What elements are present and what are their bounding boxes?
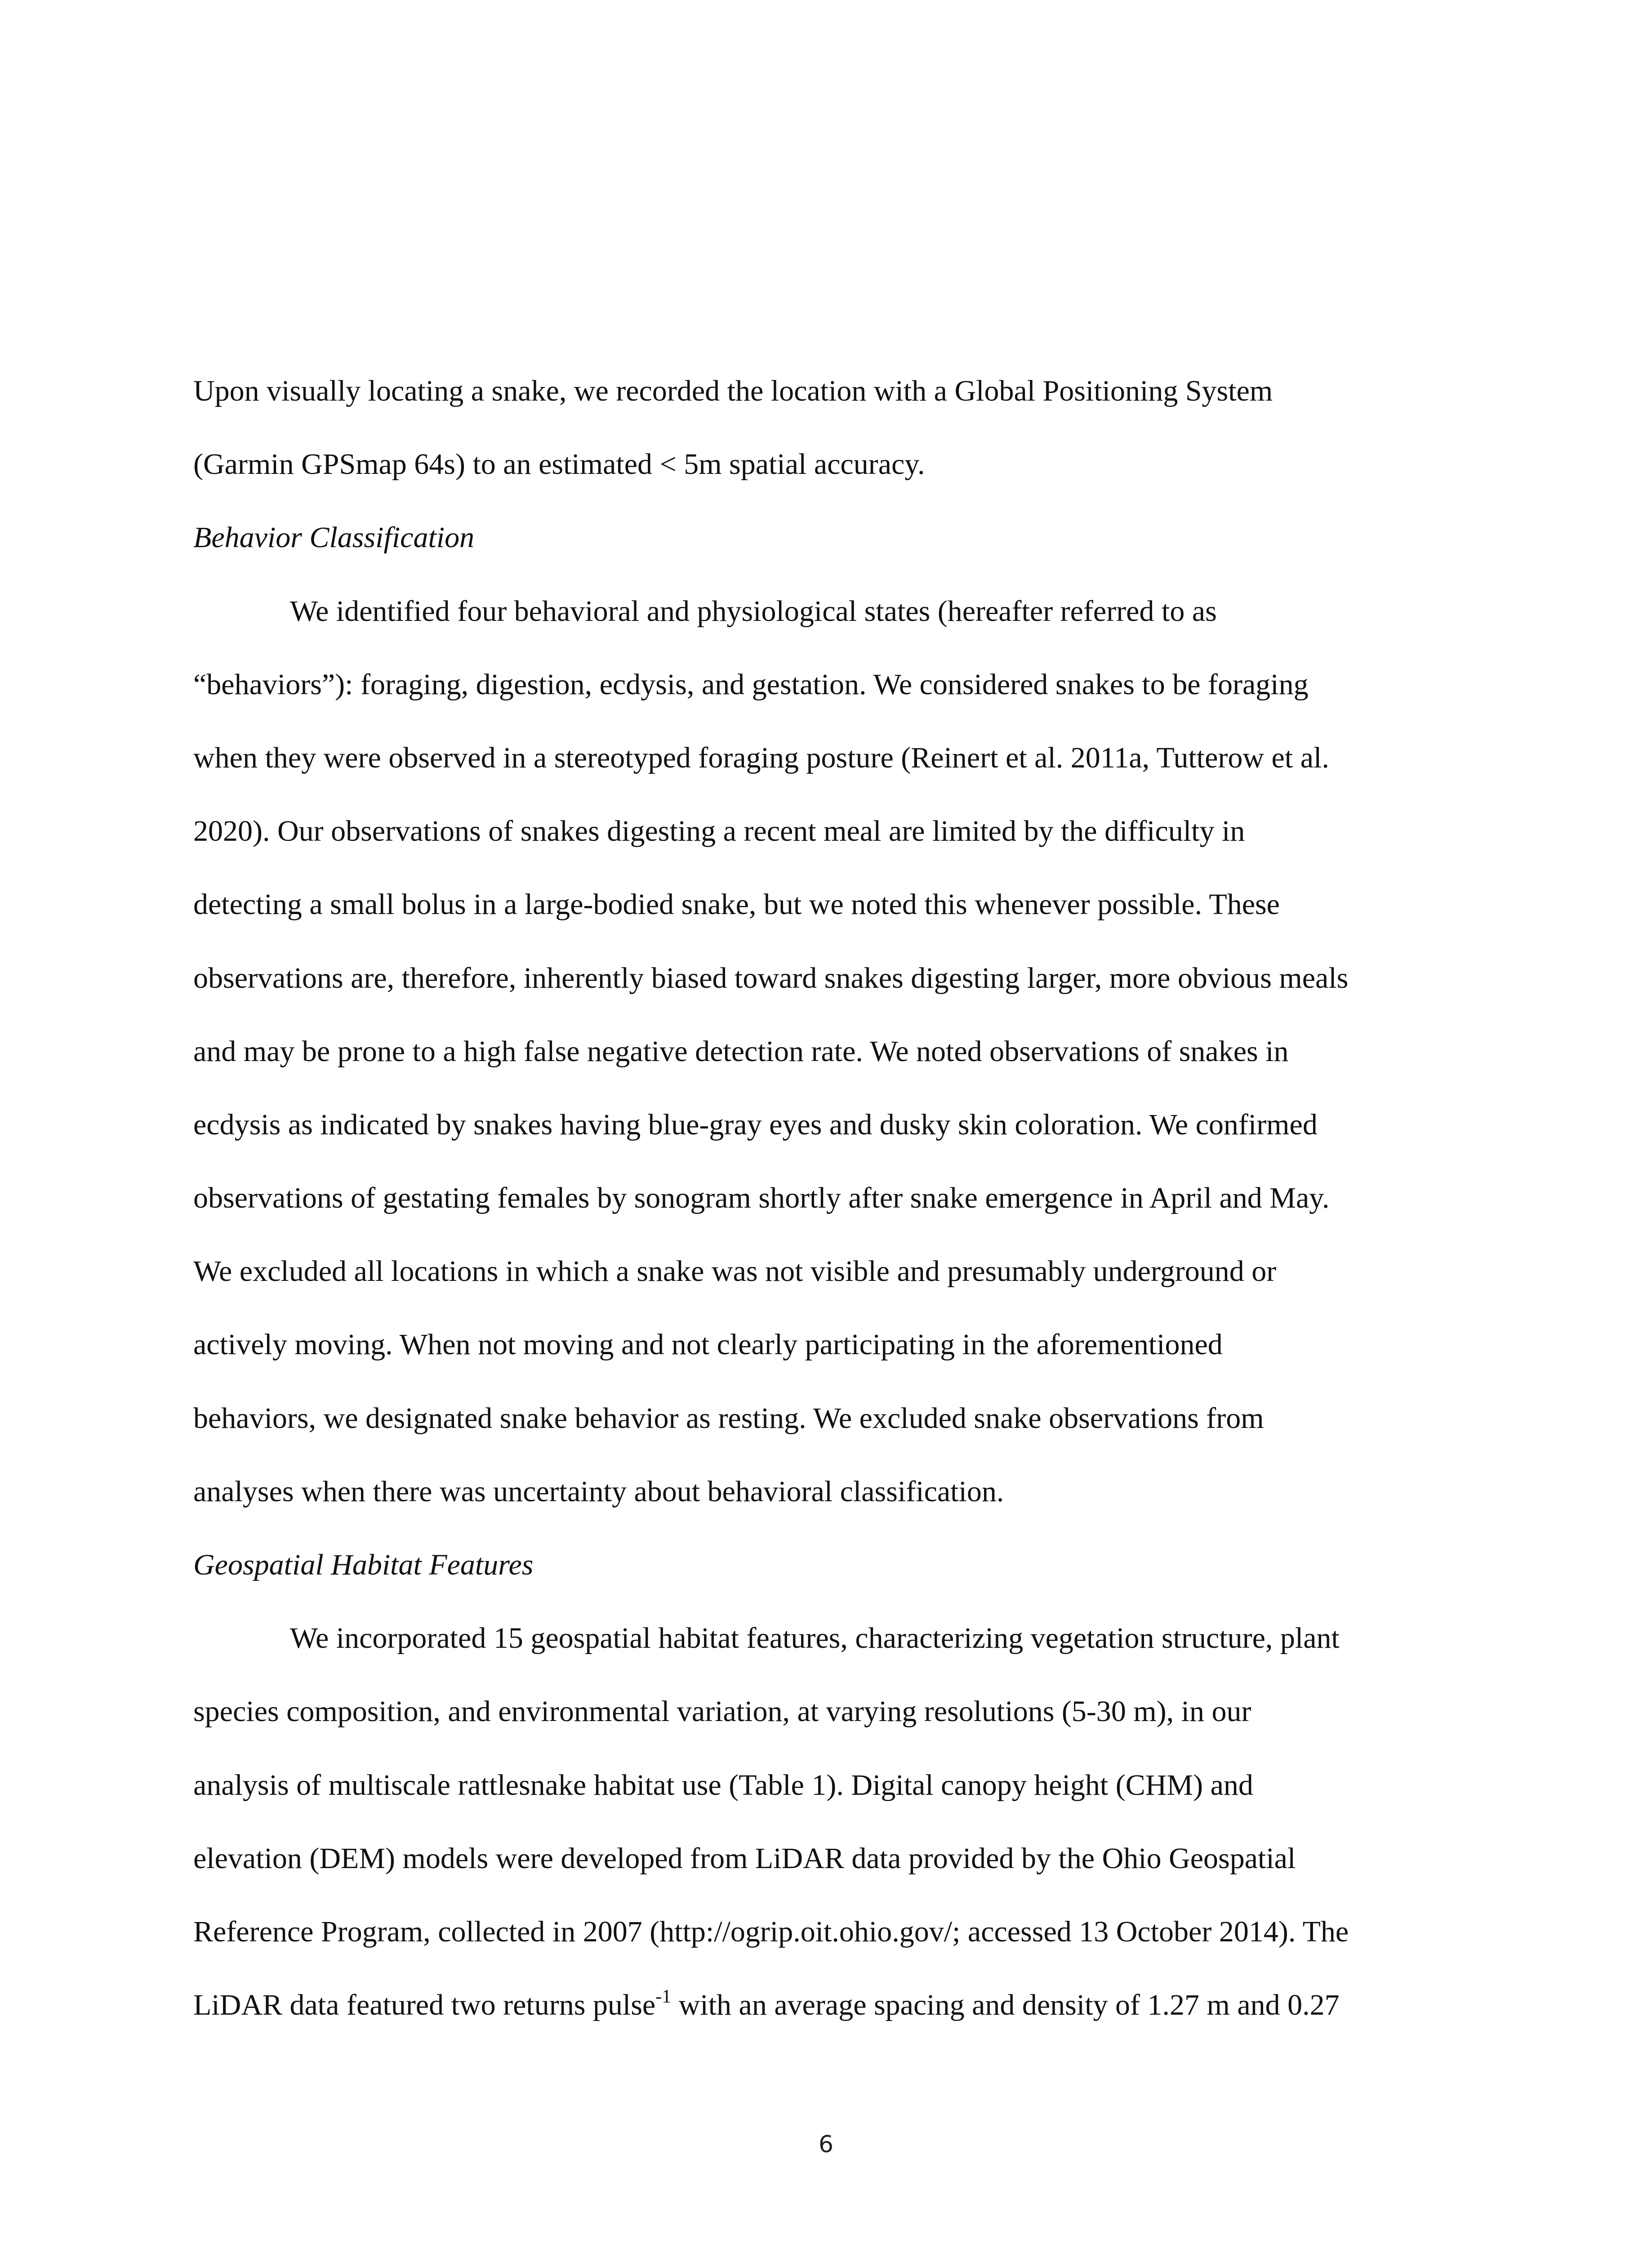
text-line: Upon visually locating a snake, we recorded the location with a Global Positioning System bbox=[193, 375, 1273, 407]
text-line-with-superscript bbox=[193, 1980, 1488, 2054]
text-line: analyses when there was uncertainty about behavioral classification. bbox=[193, 1475, 1004, 1508]
text-line: We identified four behavioral and physiological states (hereafter referred to as bbox=[290, 594, 1217, 628]
section-heading-geospatial: Geospatial Habitat Features bbox=[193, 1548, 534, 1581]
text-line: We excluded all locations in which a snake was not visible and presumably underground or bbox=[193, 1255, 1277, 1288]
paragraph-behavior bbox=[193, 587, 1488, 1540]
text-line: 2020). Our observations of snakes digesting a recent meal are limited by the difficulty in bbox=[193, 815, 1245, 848]
text-line: “behaviors”): foraging, digestion, ecdysis, and gestation. We considered snakes to be foraging bbox=[193, 668, 1309, 701]
text-line: species composition, and environmental variation, at varying resolutions (5-30 m), in our bbox=[193, 1695, 1251, 1728]
text-line: elevation (DEM) models were developed from LiDAR data provided by the Ohio Geospatial bbox=[193, 1842, 1296, 1875]
text-fragment: LiDAR data featured two returns pulse bbox=[193, 1989, 656, 2022]
text-fragment: with an average spacing and density of 1.27 m and 0.27 bbox=[671, 1989, 1340, 2022]
text-line: Reference Program, collected in 2007 (http://ogrip.oit.ohio.gov/; accessed 13 October 2014). The bbox=[193, 1915, 1349, 1948]
text-line: detecting a small bolus in a large-bodied snake, but we noted this whenever possible. These bbox=[193, 888, 1280, 921]
text-line: actively moving. When not moving and not clearly participating in the aforementioned bbox=[193, 1328, 1223, 1361]
page-number: 6 bbox=[818, 2131, 834, 2158]
superscript: -1 bbox=[655, 1986, 672, 2007]
text-line: observations of gestating females by sonogram shortly after snake emergence in April and May. bbox=[193, 1182, 1330, 1215]
text-line: ecdysis as indicated by snakes having blue-gray eyes and dusky skin coloration. We confirmed bbox=[193, 1108, 1318, 1141]
paragraph-gps bbox=[193, 366, 1488, 513]
section-heading-behavior: Behavior Classification bbox=[193, 521, 475, 554]
text-line: observations are, therefore, inherently biased toward snakes digesting larger, more obvious meals bbox=[193, 961, 1349, 995]
text-line: analysis of multiscale rattlesnake habitat use (Table 1). Digital canopy height (CHM) and bbox=[193, 1768, 1253, 1802]
paragraph-geospatial bbox=[193, 1614, 1488, 2054]
text-line: (Garmin GPSmap 64s) to an estimated < 5m spatial accuracy. bbox=[193, 448, 925, 481]
page-body bbox=[193, 366, 1488, 2054]
text-line: when they were observed in a stereotyped foraging posture (Reinert et al. 2011a, Tutterow et al. bbox=[193, 741, 1329, 774]
text-line: We incorporated 15 geospatial habitat features, characterizing vegetation structure, plant bbox=[290, 1622, 1340, 1655]
text-line: and may be prone to a high false negative detection rate. We noted observations of snakes in bbox=[193, 1035, 1289, 1068]
text-line: behaviors, we designated snake behavior as resting. We excluded snake observations from bbox=[193, 1401, 1264, 1435]
